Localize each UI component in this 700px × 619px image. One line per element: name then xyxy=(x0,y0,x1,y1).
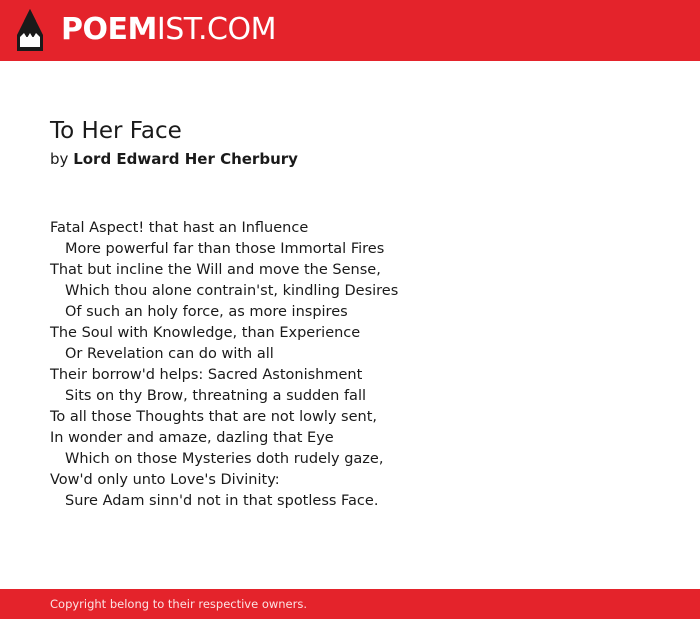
poem-line: Sits on thy Brow, threatning a sudden fall xyxy=(65,388,367,404)
poem-line: The Soul with Knowledge, than Experience xyxy=(50,325,361,341)
site-header xyxy=(0,0,700,61)
site-logo-link[interactable] xyxy=(61,12,276,48)
poem-line: That but incline the Will and move the Sense, xyxy=(50,262,381,278)
poem-line: More powerful far than those Immortal Fires xyxy=(65,241,385,257)
poem-line: Of such an holy force, as more inspires xyxy=(65,304,348,320)
poem-line: Which thou alone contrain'st, kindling Desires xyxy=(65,283,399,299)
copyright-text: Copyright belong to their respective owners. xyxy=(50,597,308,611)
brand-bold: POEM xyxy=(61,12,157,47)
poem-line: Sure Adam sinn'd not in that spotless Face. xyxy=(65,493,379,509)
poem-line: Their borrow'd helps: Sacred Astonishment xyxy=(50,367,363,383)
poem-line: Vow'd only unto Love's Divinity: xyxy=(50,472,280,488)
poem-line: Or Revelation can do with all xyxy=(65,346,274,362)
brand-light: IST.COM xyxy=(156,12,276,47)
poem-title: To Her Face xyxy=(50,118,182,144)
poem-header xyxy=(50,114,650,170)
poem-line: Fatal Aspect! that hast an Influence xyxy=(50,220,309,236)
pencil-tip-icon[interactable] xyxy=(17,9,43,51)
poem-line: In wonder and amaze, dazling that Eye xyxy=(50,430,334,446)
author-link[interactable]: Lord Edward Her Cherbury xyxy=(73,150,298,168)
site-footer xyxy=(0,589,700,619)
by-prefix: by xyxy=(50,150,69,168)
poem-line: Which on those Mysteries doth rudely gaze, xyxy=(65,451,384,467)
poem-body xyxy=(50,218,650,512)
poem-byline xyxy=(50,148,650,170)
poem-line: To all those Thoughts that are not lowly sent, xyxy=(50,409,378,425)
